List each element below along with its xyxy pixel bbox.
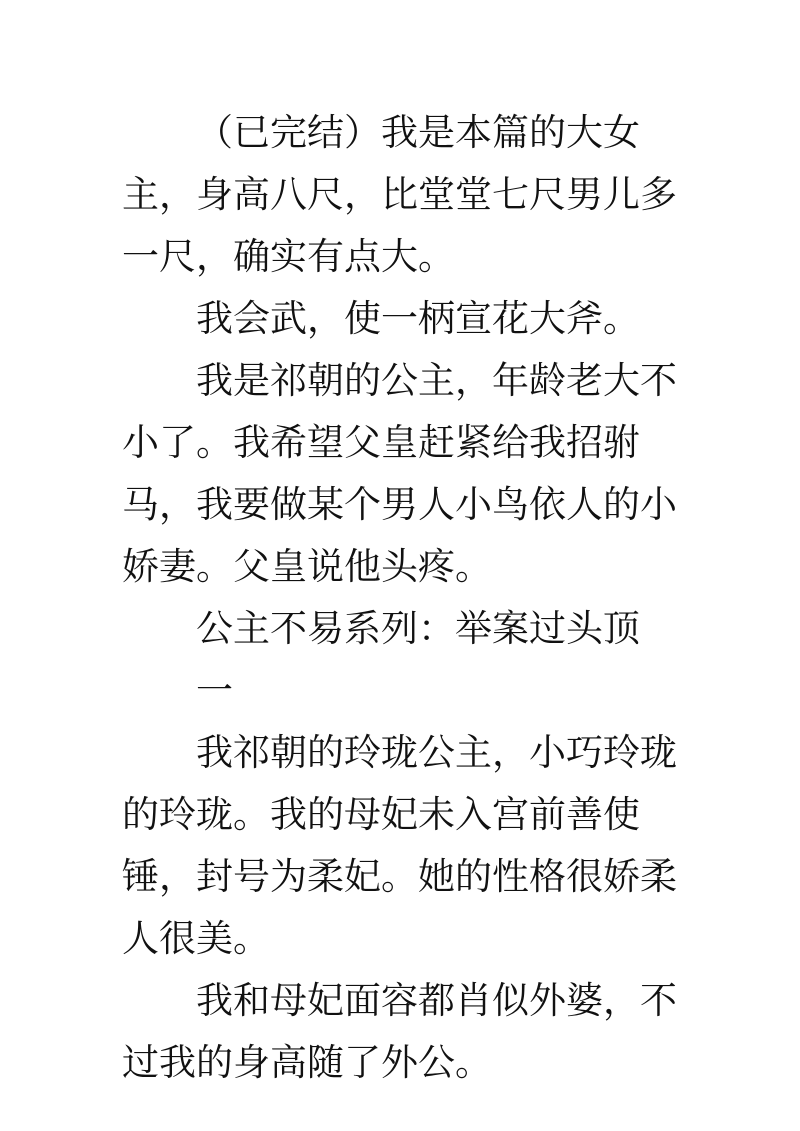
paragraph-linglong: 我祁朝的玲珑公主，小巧玲珑的玲珑。我的母妃未入宫前善使锤，封号为柔妃。她的性格很娇柔人很美。 xyxy=(122,731,677,960)
series-title: 公主不易系列：举案过头顶 xyxy=(196,607,640,650)
paragraph-intro: （已完结）我是本篇的大女主，身高八尺，比堂堂七尺男儿多一尺，确实有点大。 xyxy=(122,111,677,278)
paragraph-appearance: 我和母妃面容都肖似外婆，不过我的身高随了外公。 xyxy=(122,979,677,1084)
article-body xyxy=(122,102,692,1094)
chapter-number: 一 xyxy=(196,669,233,712)
paragraph-martial: 我会武，使一柄宣花大斧。 xyxy=(196,297,640,340)
paragraph-princess: 我是祁朝的公主，年龄老大不小了。我希望父皇赶紧给我招驸马，我要做某个男人小鸟依人的小娇妻。父皇说他头疼。 xyxy=(122,359,677,588)
